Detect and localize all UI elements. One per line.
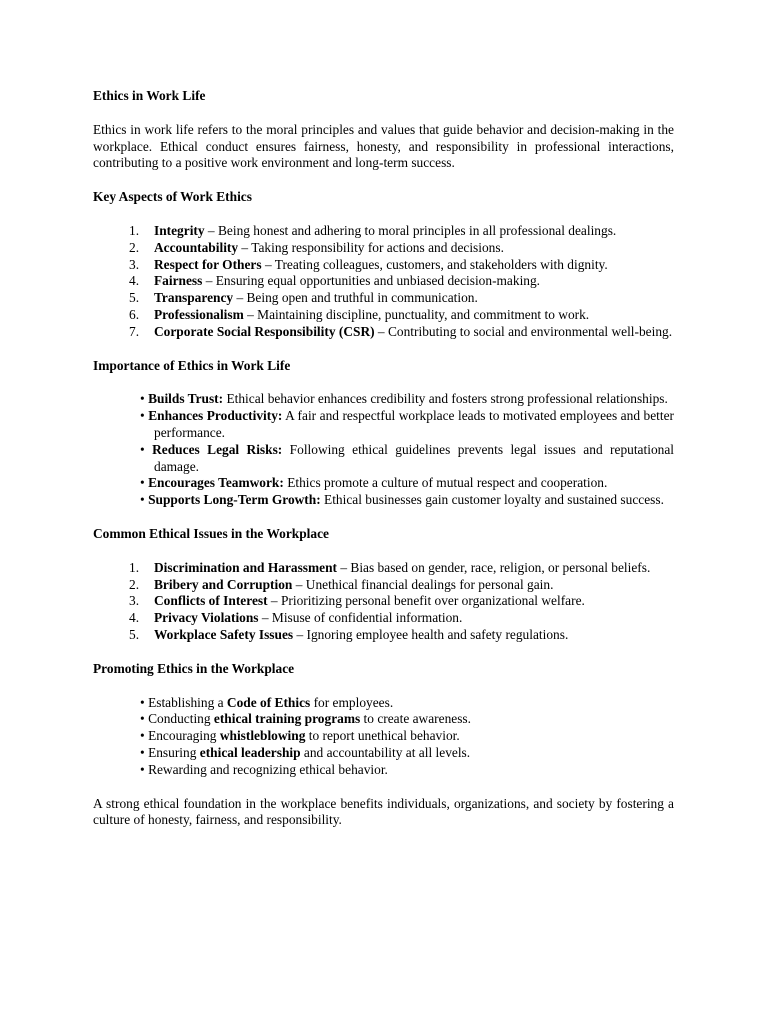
promoting-list: [93, 695, 674, 779]
list-item: 6. Professionalism – Maintaining discipline, punctuality, and commitment to work.: [129, 306, 590, 322]
list-item: 4. Fairness – Ensuring equal opportunities and unbiased decision-making.: [129, 273, 541, 289]
list-item: • Conducting ethical training programs to create awareness.: [140, 711, 471, 727]
issues-list: [93, 560, 674, 644]
list-item: 1. Discrimination and Harassment – Bias based on gender, race, religion, or personal beliefs.: [129, 559, 651, 575]
key-aspects-heading: Key Aspects of Work Ethics: [93, 189, 252, 205]
key-aspects-list: [93, 223, 674, 341]
list-item: • Reduces Legal Risks: Following ethical guidelines prevents legal issues and reputational damage.: [140, 441, 674, 474]
list-item: 7. Corporate Social Responsibility (CSR) – Contributing to social and environmental well-being.: [129, 323, 673, 339]
bullet-icon: •: [140, 408, 145, 424]
list-item: 2. Accountability – Taking responsibility for actions and decisions.: [129, 239, 504, 255]
list-item: 1. Integrity – Being honest and adhering to moral principles in all professional dealings.: [129, 222, 617, 238]
bullet-icon: •: [140, 694, 145, 710]
list-item: • Encouraging whistleblowing to report unethical behavior.: [140, 728, 460, 744]
document-title: Ethics in Work Life: [93, 88, 206, 103]
promoting-heading: Promoting Ethics in the Workplace: [93, 660, 295, 676]
bullet-icon: •: [140, 441, 145, 457]
list-item: 2. Bribery and Corruption – Unethical financial dealings for personal gain.: [129, 576, 554, 592]
document-body: [93, 88, 674, 829]
list-item: 3. Conflicts of Interest – Prioritizing personal benefit over organizational welfare.: [129, 593, 585, 609]
list-item: • Ensuring ethical leadership and accountability at all levels.: [140, 744, 471, 760]
list-item: • Enhances Productivity: A fair and respectful workplace leads to motivated employees and better performance.: [140, 408, 674, 440]
list-item: 4. Privacy Violations – Misuse of confidential information.: [129, 610, 463, 626]
bullet-icon: •: [140, 492, 145, 508]
conclusion-paragraph: A strong ethical foundation in the workplace benefits individuals, organizations, and society by fostering a culture of honesty, fairness, and responsibility.: [93, 795, 674, 828]
bullet-icon: •: [140, 475, 145, 491]
bullet-icon: •: [140, 728, 145, 744]
bullet-icon: •: [140, 744, 145, 760]
list-item: • Supports Long-Term Growth: Ethical businesses gain customer loyalty and sustained success.: [140, 492, 664, 508]
list-item: • Rewarding and recognizing ethical behavior.: [140, 761, 388, 777]
list-item: 5. Workplace Safety Issues – Ignoring employee health and safety regulations.: [129, 626, 569, 642]
issues-heading: Common Ethical Issues in the Workplace: [93, 525, 329, 541]
importance-list: [93, 391, 674, 509]
bullet-icon: •: [140, 761, 145, 777]
list-item: • Establishing a Code of Ethics for employees.: [140, 694, 394, 710]
importance-heading: Importance of Ethics in Work Life: [93, 357, 291, 373]
bullet-icon: •: [140, 711, 145, 727]
list-item: • Builds Trust: Ethical behavior enhances credibility and fosters strong professional relationships.: [140, 391, 668, 407]
list-item: • Encourages Teamwork: Ethics promote a culture of mutual respect and cooperation.: [140, 475, 608, 491]
bullet-icon: •: [140, 391, 145, 407]
list-item: 5. Transparency – Being open and truthful in communication.: [129, 290, 478, 306]
intro-paragraph: Ethics in work life refers to the moral principles and values that guide behavior and decision-making in the workplace. Ethical conduct ensures fairness, honesty, and responsibility in professional interactions, contributing to a positive work environment and long-term success.: [93, 121, 674, 171]
list-item: 3. Respect for Others – Treating colleagues, customers, and stakeholders with dignity.: [129, 256, 608, 272]
